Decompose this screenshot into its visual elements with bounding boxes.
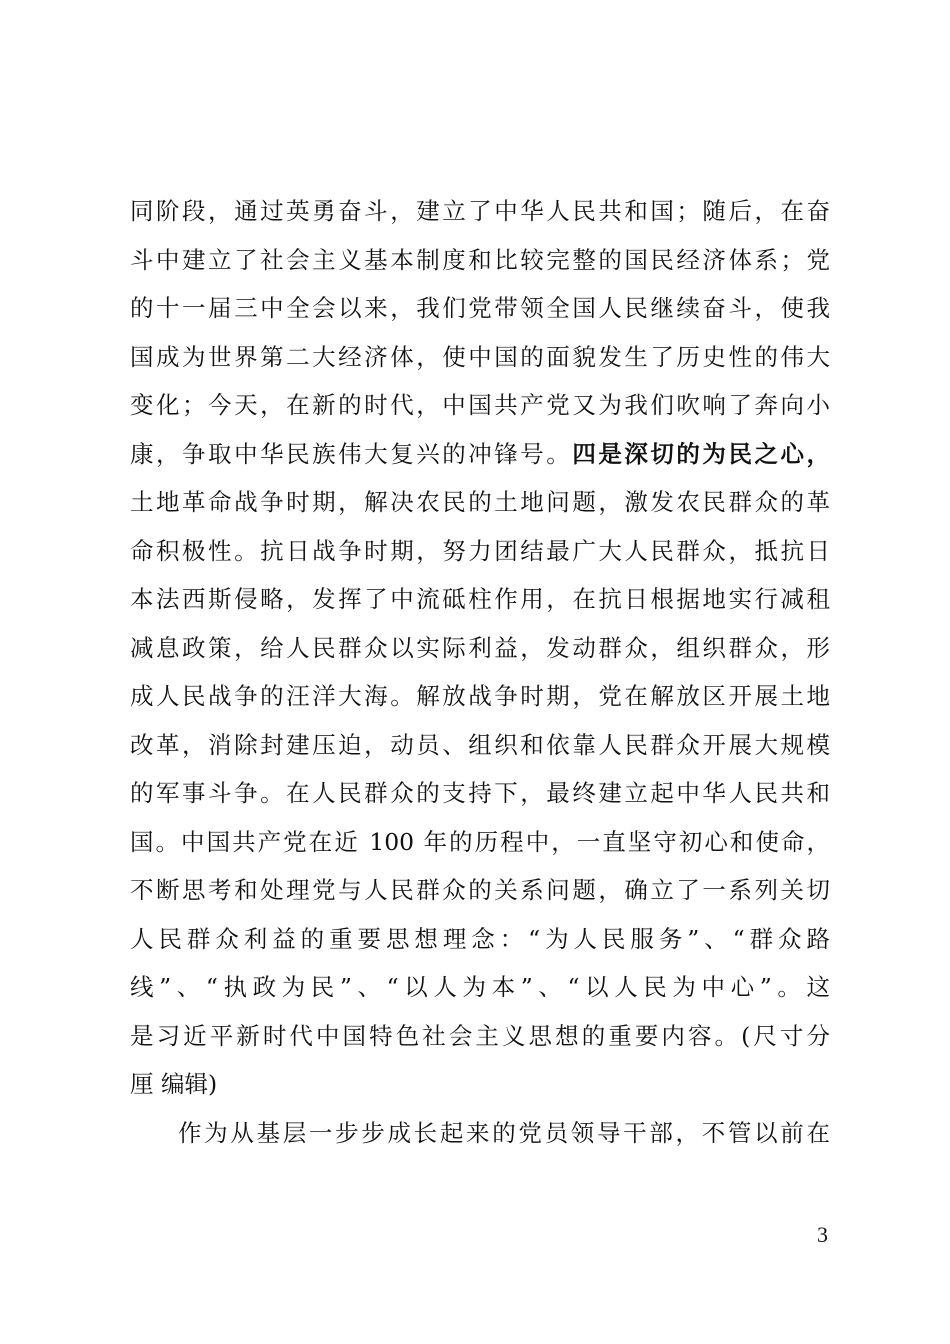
text-line: 斗中建立了社会主义基本制度和比较完整的国民经济体系；党 xyxy=(130,245,830,274)
text-line: 国。中国共产党在近 100 年的历程中，一直坚守初心和使命， xyxy=(130,827,830,856)
page-number: 3 xyxy=(817,1222,828,1247)
text-line: 变化；今天，在新的时代，中国共产党又为我们吹响了奔向小 xyxy=(130,391,830,419)
text-line: 国成为世界第二大经济体，使中国的面貌发生了历史性的伟大 xyxy=(130,342,830,371)
text-line-with-bold xyxy=(130,430,830,479)
text-line: 成人民战争的汪洋大海。解放战争时期，党在解放区开展土地 xyxy=(130,682,830,710)
text-line: 减息政策，给人民群众以实际利益，发动群众，组织群众，形 xyxy=(130,633,830,662)
text-line: 是习近平新时代中国特色社会主义思想的重要内容。(尺寸分 xyxy=(130,1021,830,1050)
text-segment: 康，争取中华民族伟大复兴的冲锋号。 xyxy=(130,439,573,468)
text-line: 的军事斗争。在人民群众的支持下，最终建立起中华人民共和 xyxy=(130,779,830,807)
text-line: 的十一届三中全会以来，我们党带领全国人民继续奋斗，使我 xyxy=(130,294,830,322)
body-text xyxy=(130,187,830,1157)
text-line: 本法西斯侵略，发挥了中流砥柱作用，在抗日根据地实行减租 xyxy=(130,585,830,613)
bold-heading-phrase: 四是深切的为民之心， xyxy=(572,439,831,468)
text-line: 不断思考和处理党与人民群众的关系问题，确立了一系列关切 xyxy=(130,876,830,904)
text-line: 线”、“执政为民”、“以人为本”、“以人民为中心”。这 xyxy=(130,973,830,1001)
paragraph-start-line: 作为从基层一步步成长起来的党员领导干部，不管以前在 xyxy=(178,1118,830,1147)
text-line: 土地革命战争时期，解决农民的土地问题，激发农民群众的革 xyxy=(130,488,830,516)
text-line: 人民群众利益的重要思想理念：“为人民服务”、“群众路 xyxy=(130,924,830,953)
text-line: 改革，消除封建压迫，动员、组织和依靠人民群众开展大规模 xyxy=(130,730,830,759)
text-line: 同阶段，通过英勇奋斗，建立了中华人民共和国；随后，在奋 xyxy=(130,197,830,225)
text-line: 命积极性。抗日战争时期，努力团结最广大人民群众，抵抗日 xyxy=(130,536,830,565)
text-line: 厘 编辑) xyxy=(130,1070,218,1098)
